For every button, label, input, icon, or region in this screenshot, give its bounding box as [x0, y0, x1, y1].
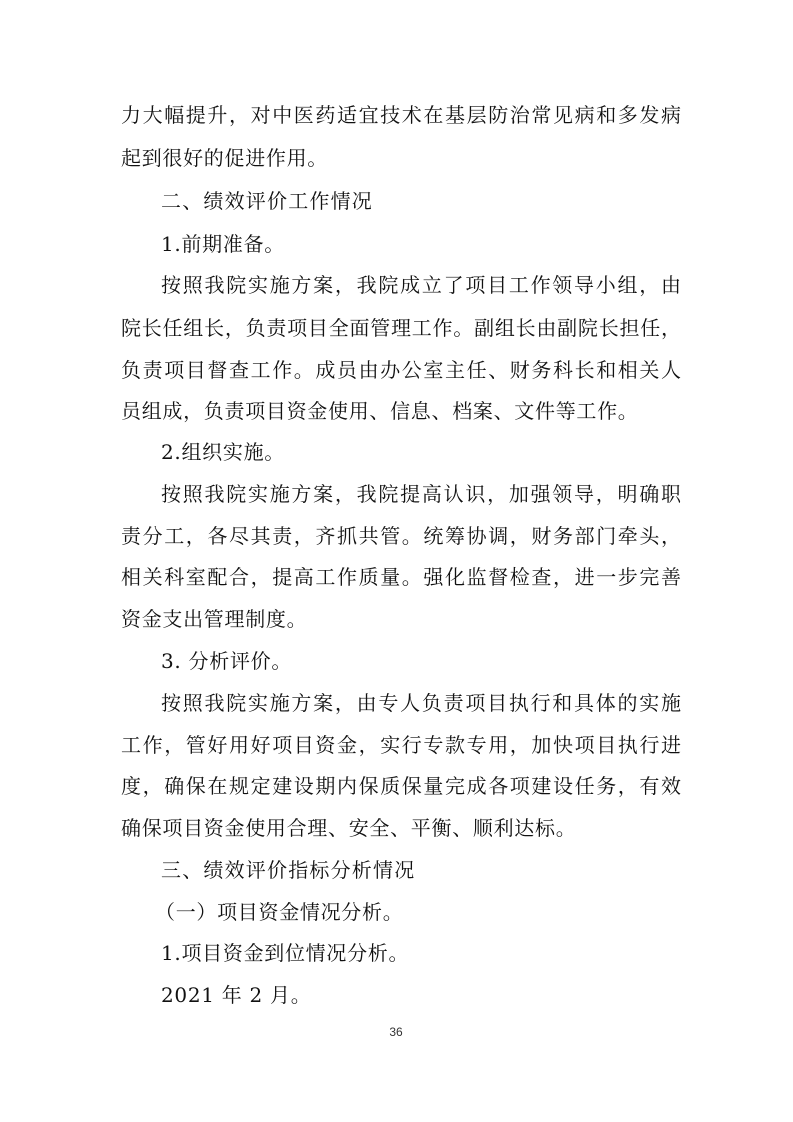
body-text-line: 确保项目资金使用合理、安全、平衡、顺利达标。 — [121, 816, 577, 840]
body-text-line: 按照我院实施方案，由专人负责项目执行和具体的实施 — [161, 691, 681, 715]
body-text-line: 力大幅提升，对中医药适宜技术在基层防治常见病和多发病 — [121, 103, 681, 127]
page-number: 36 — [389, 1025, 403, 1039]
subsection-heading: （一）项目资金情况分析。 — [155, 900, 404, 924]
body-text-line: 起到很好的促进作用。 — [121, 146, 328, 170]
subsection-heading: 2.组织实施。 — [161, 440, 285, 464]
body-text-line: 按照我院实施方案，我院提高认识，加强领导，明确职 — [161, 482, 681, 506]
section-heading: 二、绩效评价工作情况 — [161, 189, 373, 213]
body-text-line: 相关科室配合，提高工作质量。强化监督检查，进一步完善 — [121, 565, 681, 589]
subsection-heading: 3. 分析评价。 — [161, 649, 293, 673]
body-text-line: 负责项目督查工作。成员由办公室主任、财务科长和相关人 — [121, 358, 681, 382]
subsection-heading: 1.项目资金到位情况分析。 — [161, 941, 410, 965]
body-text-line: 按照我院实施方案，我院成立了项目工作领导小组，由 — [161, 273, 681, 297]
body-text-line: 度，确保在规定建设期内保质保量完成各项建设任务，有效 — [121, 774, 681, 798]
body-text-line: 员组成，负责项目资金使用、信息、档案、文件等工作。 — [121, 399, 639, 423]
subsection-heading: 1.前期准备。 — [161, 232, 285, 256]
body-text-line: 院长任组长，负责项目全面管理工作。副组长由副院长担任， — [121, 316, 681, 340]
body-text-line: 工作，管好用好项目资金，实行专款专用，加快项目执行进 — [121, 733, 681, 757]
body-text-line: 2021 年 2 月。 — [161, 983, 312, 1007]
body-text-line: 责分工，各尽其责，齐抓共管。统筹协调，财务部门牵头， — [121, 524, 681, 548]
section-heading: 三、绩效评价指标分析情况 — [161, 858, 416, 882]
body-text-line: 资金支出管理制度。 — [121, 607, 308, 631]
